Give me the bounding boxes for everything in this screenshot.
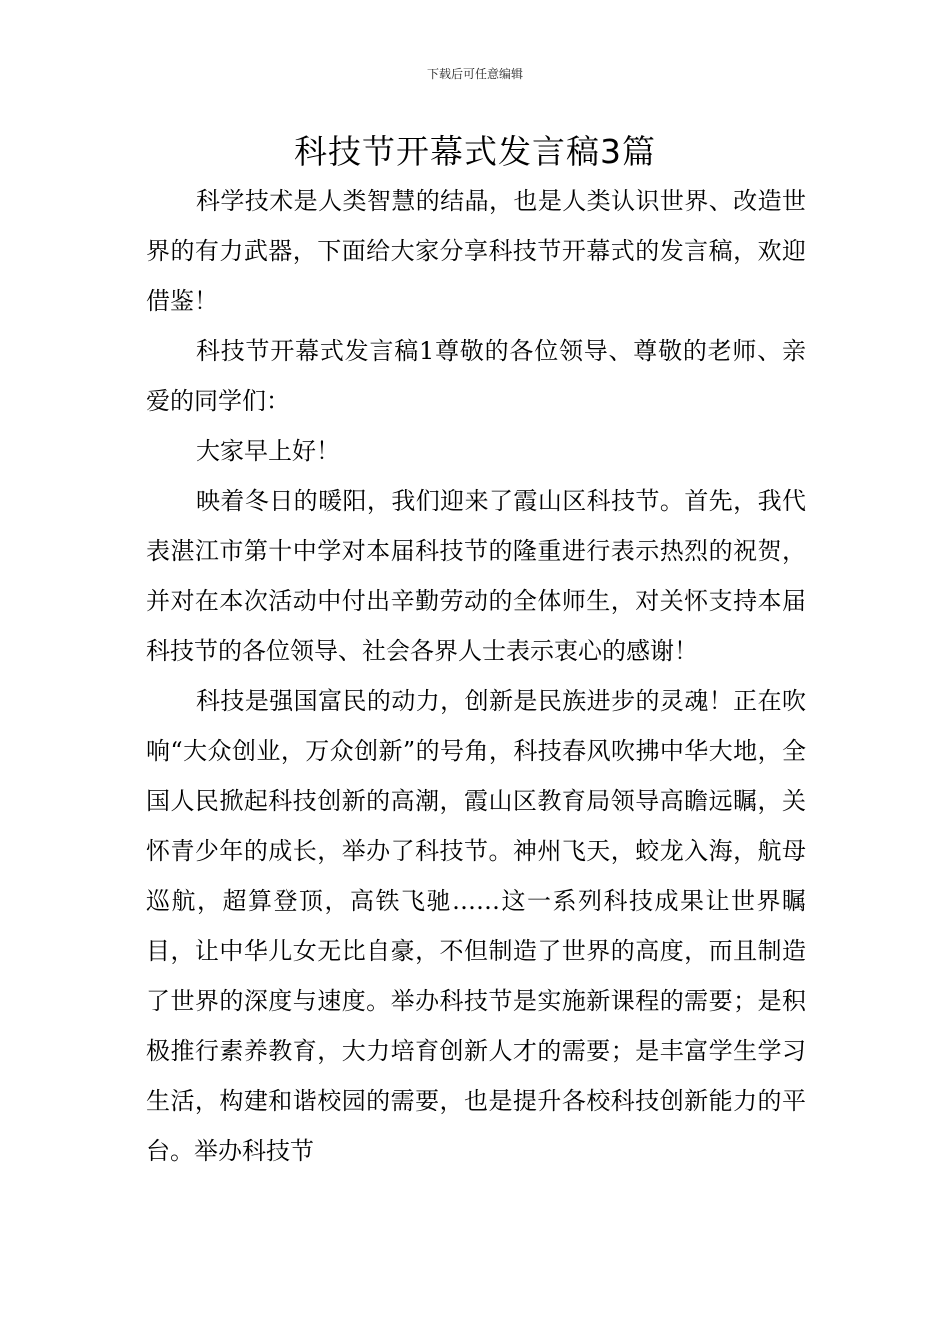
paragraph-intro: 科学技术是人类智慧的结晶，也是人类认识世界、改造世界的有力武器，下面给大家分享科技节开幕式的发言稿，欢迎借鉴！ <box>146 187 806 315</box>
paragraph-greeting: 大家早上好！ <box>196 437 340 465</box>
paragraph-salutation: 科技节开幕式发言稿1尊敬的各位领导、尊敬的老师、亲爱的同学们： <box>146 337 806 415</box>
paragraph-purpose: 科技是强国富民的动力，创新是民族进步的灵魂！正在吹响“大众创业，万众创新”的号角，科技春风吹拂中华大地，全国人民掀起科技创新的高潮，霞山区教育局领导高瞻远瞩，关怀青少年的成长，举办了科技节。神州飞天，蛟龙入海，航母巡航，超算登顶，高铁飞驰……这一系列科技成果让世界瞩目，让中华儿女无比自豪，不但制造了世界的高度，而且制造了世界的深度与速度。举办科技节是实施新课程的需要；是积极推行素养教育，大力培育创新人才的需要；是丰富学生学习生活，构建和谐校园的需要，也是提升各校科技创新能力的平台。举办科技节 <box>146 687 806 1165</box>
document-title: 科技节开幕式发言稿3篇 <box>294 132 656 171</box>
paragraph-welcome: 映着冬日的暖阳，我们迎来了霞山区科技节。首先，我代表湛江市第十中学对本届科技节的隆重进行表示热烈的祝贺，并对在本次活动中付出辛勤劳动的全体师生，对关怀支持本届科技节的各位领导、社会各界人士表示衷心的感谢！ <box>146 487 806 665</box>
document-body <box>146 176 806 1176</box>
header-note: 下载后可任意编辑 <box>426 67 523 81</box>
